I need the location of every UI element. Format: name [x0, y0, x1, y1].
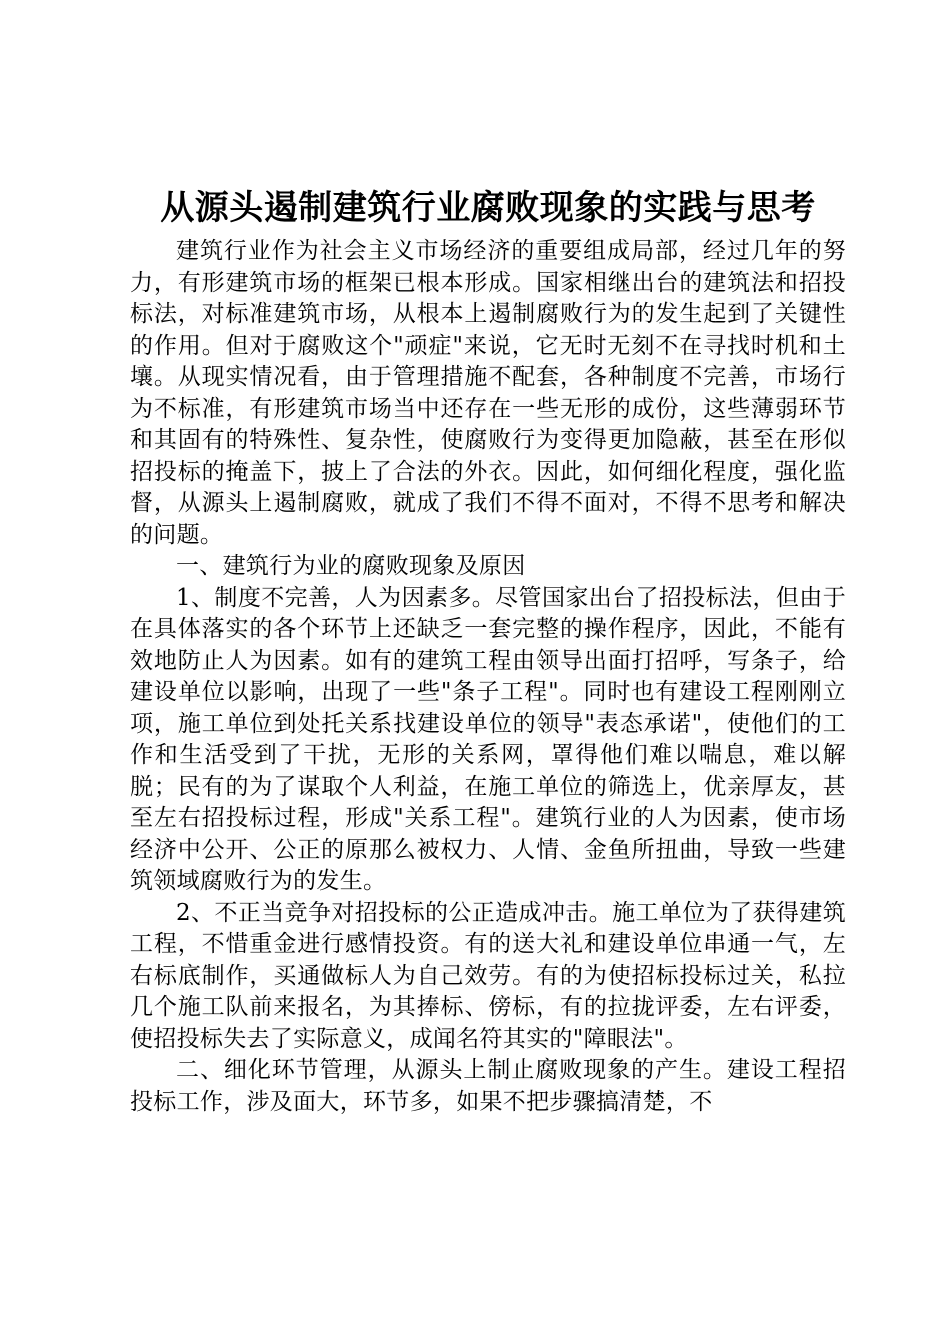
section-heading-2: 二、细化环节管理，从源头上制止腐败现象的产生。建设工程招投标工作，涉及面大，环节多，如果不把步骤搞清楚，不 [130, 1057, 846, 1115]
intro-paragraph: 建筑行业作为社会主义市场经济的重要组成局部，经过几年的努力，有形建筑市场的框架已根本形成。国家相继出台的建筑法和招投标法，对标准建筑市场，从根本上遏制腐败行为的发生起到了关键性的作用。但对于腐败这个"顽症"来说，它无时无刻不在寻找时机和土壤。从现实情况看，由于管理措施不配套，各种制度不完善，市场行为不标准，有形建筑市场当中还存在一些无形的成份，这些薄弱环节和其固有的特殊性、复杂性，使腐败行为变得更加隐蔽，甚至在形似招投标的掩盖下，披上了合法的外衣。因此，如何细化程度，强化监督，从源头上遏制腐败，就成了我们不得不面对，不得不思考和解决的问题。 [130, 238, 846, 548]
section-heading-1: 一、建筑行为业的腐败现象及原因 [176, 553, 526, 579]
paragraph-1: 1、制度不完善，人为因素多。尽管国家出台了招投标法，但由于在具体落实的各个环节上还缺乏一套完整的操作程序，因此，不能有效地防止人为因素。如有的建筑工程由领导出面打招呼，写条子，给建设单位以影响，出现了一些"条子工程"。同时也有建设工程刚刚立项，施工单位到处托关系找建设单位的领导"表态承诺"，使他们的工作和生活受到了干扰，无形的关系网，罩得他们难以喘息，难以解脱；民有的为了谋取个人利益，在施工单位的筛选上，优亲厚友，甚至左右招投标过程，形成"关系工程"。建筑行业的人为因素，使市场经济中公开、公正的原那么被权力、人情、金鱼所扭曲，导致一些建筑领域腐败行为的发生。 [130, 584, 846, 894]
paragraph-2: 2、不正当竞争对招投标的公正造成冲击。施工单位为了获得建筑工程，不惜重金进行感情投资。有的送大礼和建设单位串通一气，左右标底制作，买通做标人为自己效劳。有的为使招标投标过关，私拉几个施工队前来报名，为其捧标、傍标，有的拉拢评委，左右评委，使招投标失去了实际意义，成闻名符其实的"障眼法"。 [130, 899, 846, 1052]
document-page [130, 186, 846, 1118]
document-title: 从源头遏制建筑行业腐败现象的实践与思考 [160, 188, 816, 228]
